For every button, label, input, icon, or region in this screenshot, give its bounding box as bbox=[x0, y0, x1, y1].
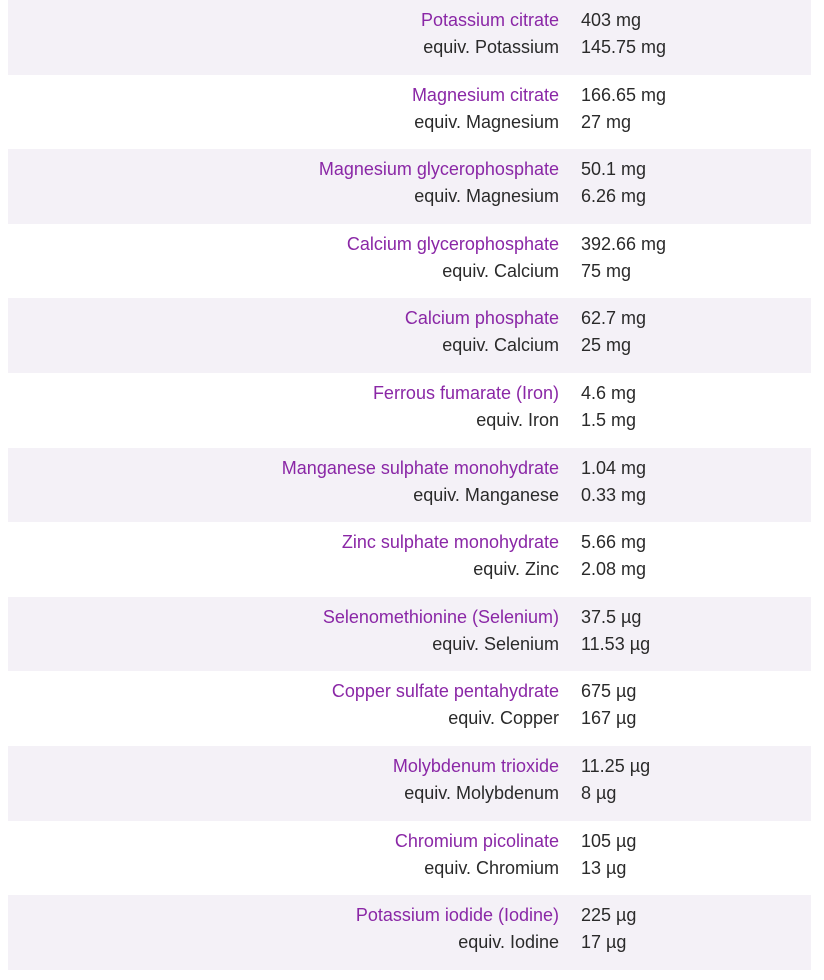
table-row bbox=[8, 448, 811, 523]
table-row bbox=[8, 373, 811, 448]
table-row bbox=[8, 0, 811, 75]
equiv-name: equiv. Calcium bbox=[442, 260, 559, 281]
ingredient-amount: 403 mg bbox=[581, 10, 642, 30]
equiv-amount: 13 µg bbox=[581, 857, 627, 878]
ingredient-amount: 675 µg bbox=[581, 681, 637, 702]
ingredient-amount: 5.66 mg bbox=[581, 532, 647, 553]
table-row bbox=[8, 821, 811, 896]
equiv-name: equiv. Magnesium bbox=[414, 186, 559, 207]
equiv-name: equiv. Selenium bbox=[432, 633, 559, 654]
equiv-amount: 27 mg bbox=[581, 111, 632, 132]
table-row bbox=[8, 149, 811, 224]
equiv-name: equiv. Zinc bbox=[473, 559, 559, 580]
ingredient-amount: 1.04 mg bbox=[581, 457, 647, 478]
equiv-amount: 11.53 µg bbox=[581, 633, 651, 654]
ingredient-name: Zinc sulphate monohydrate bbox=[341, 532, 559, 553]
ingredient-name: Calcium phosphate bbox=[404, 308, 559, 329]
equiv-amount: 8 µg bbox=[581, 782, 617, 803]
equiv-amount: 145.75 mg bbox=[581, 37, 667, 57]
equiv-name: equiv. Copper bbox=[448, 708, 559, 729]
equiv-amount: 2.08 mg bbox=[581, 559, 647, 580]
ingredient-name: Magnesium glycerophosphate bbox=[318, 159, 559, 180]
ingredient-amount: 37.5 µg bbox=[581, 606, 642, 627]
ingredient-amount: 225 µg bbox=[581, 905, 637, 926]
ingredient-amount: 50.1 mg bbox=[581, 159, 647, 180]
equiv-amount: 0.33 mg bbox=[581, 484, 647, 505]
ingredient-amount: 105 µg bbox=[581, 830, 637, 851]
table-row bbox=[8, 597, 811, 672]
table-row bbox=[8, 298, 811, 373]
equiv-amount: 17 µg bbox=[581, 932, 627, 953]
ingredient-amount: 11.25 µg bbox=[581, 755, 651, 776]
equiv-name: equiv. Potassium bbox=[423, 37, 559, 57]
equiv-name: equiv. Molybdenum bbox=[404, 782, 559, 803]
table-row bbox=[8, 75, 811, 150]
equiv-amount: 6.26 mg bbox=[581, 186, 647, 207]
equiv-name: equiv. Iodine bbox=[458, 932, 559, 953]
equiv-amount: 75 mg bbox=[581, 260, 632, 281]
ingredient-amount: 392.66 mg bbox=[581, 233, 667, 254]
ingredient-name: Manganese sulphate monohydrate bbox=[281, 457, 559, 478]
table-row bbox=[8, 671, 811, 746]
equiv-amount: 25 mg bbox=[581, 335, 632, 356]
table-row bbox=[8, 895, 811, 970]
equiv-name: equiv. Magnesium bbox=[414, 111, 559, 132]
nutrient-table bbox=[8, 0, 811, 970]
equiv-amount: 1.5 mg bbox=[581, 409, 637, 430]
ingredient-amount: 4.6 mg bbox=[581, 382, 637, 403]
ingredient-name: Potassium citrate bbox=[420, 10, 559, 30]
ingredient-name: Selenomethionine (Selenium) bbox=[322, 606, 559, 627]
ingredient-name: Molybdenum trioxide bbox=[392, 755, 559, 776]
equiv-name: equiv. Manganese bbox=[413, 484, 559, 505]
equiv-name: equiv. Chromium bbox=[424, 857, 559, 878]
ingredient-name: Chromium picolinate bbox=[394, 830, 559, 851]
table-row bbox=[8, 224, 811, 299]
equiv-name: equiv. Iron bbox=[476, 409, 559, 430]
ingredient-name: Copper sulfate pentahydrate bbox=[331, 681, 559, 702]
ingredient-name: Potassium iodide (Iodine) bbox=[355, 905, 559, 926]
table-row bbox=[8, 522, 811, 597]
ingredient-name: Ferrous fumarate (Iron) bbox=[372, 382, 559, 403]
ingredient-name: Calcium glycerophosphate bbox=[346, 233, 559, 254]
equiv-name: equiv. Calcium bbox=[442, 335, 559, 356]
ingredient-amount: 62.7 mg bbox=[581, 308, 647, 329]
ingredient-name: Magnesium citrate bbox=[411, 84, 559, 105]
equiv-amount: 167 µg bbox=[581, 708, 637, 729]
table-row bbox=[8, 746, 811, 821]
ingredient-amount: 166.65 mg bbox=[581, 84, 667, 105]
